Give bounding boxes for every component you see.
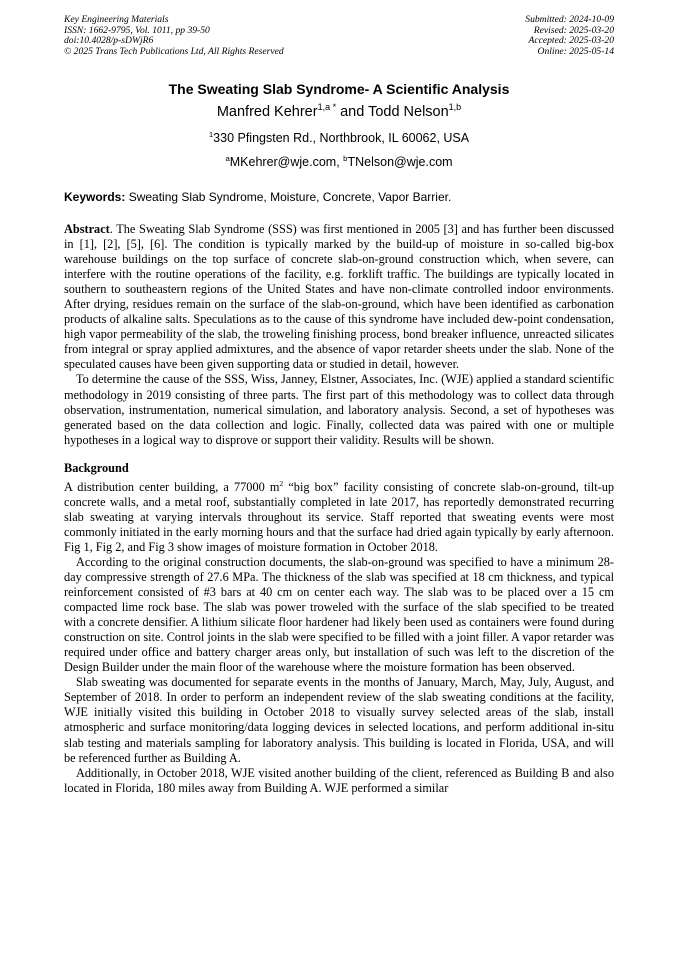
accepted-date: Accepted: 2025-03-20 bbox=[528, 35, 614, 47]
keywords-label: Keywords: bbox=[64, 190, 126, 204]
author-1-name: Manfred Kehrer bbox=[216, 104, 318, 120]
copyright-line: © 2025 Trans Tech Publications Ltd, All Rights Reserved bbox=[64, 45, 284, 57]
abstract-text-1: . The Sweating Slab Syndrome (SSS) was first mentioned in 2005 [3] and has further been discussed in [1], [2], [5], [6]. The condition is typically marked by the build-up of moisture in so-called big-box warehouse buildings on the top surface of concrete slab-on-ground construction which, when severe, can interfere with the routine operations of the facility, e.g. forklift traffic. The buildings are typically located in southern to southeastern regions of the United States and have non-climate controlled indoor environments. After drying, residues remain on the surface of the slab-on-ground, which have been identified as carbonation products of alkaline salts. Speculations as to the cause of this syndrome have included dew-point condensation, high vapor permeability of the slab, the troweling finishing process, bond breaker influence, unreacted silicates from integral or spray applied admixtures, and the absence of vapor retarder sheets under the slab. None of the speculated causes have been given supporting data or studied in detail, however. bbox=[64, 222, 614, 372]
abstract-paragraph-1 bbox=[64, 222, 614, 372]
affiliation-line bbox=[0, 131, 678, 145]
keywords bbox=[64, 190, 616, 204]
abstract-paragraph-2: To determine the cause of the SSS, Wiss, Janney, Elstner, Associates, Inc. (WJE) applied a standard scientific methodology in 2019 consisting of three parts. The first part of this methodology was to collect data through observation, instrumentation, numerical simulation, and laboratory analysis. Second, a set of hypotheses was generated based on the data collection and logic. Finally, collected data was paired with one or multiple hypotheses in a logical way to disprove or support their validity. Results will be shown. bbox=[64, 372, 614, 447]
email-a: MKehrer@wje.com, bbox=[229, 155, 344, 169]
issn-line: ISSN: 1662-9795, Vol. 1011, pp 39-50 bbox=[64, 24, 210, 36]
background-paragraph-3: Slab sweating was documented for separate events in the months of January, March, May, July, August, and September of 2018. In order to perform an independent review of the slab sweating conditions at the facility, WJE initially visited this building in October 2018 to visually survey selected areas of the slab, install atmospheric and surface monitoring/data logging devices in selected locations, and perform additional in-situ slab testing and materials sampling for laboratory analysis. This building is located in Florida, USA, and will be referenced further as Building A. bbox=[64, 675, 614, 765]
abstract-label: Abstract bbox=[64, 222, 110, 236]
keywords-text: Sweating Slab Syndrome, Moisture, Concrete, Vapor Barrier. bbox=[125, 190, 452, 204]
affiliation-address: 330 Pfingsten Rd., Northbrook, IL 60062, USA bbox=[213, 131, 470, 145]
online-date: Online: 2025-05-14 bbox=[537, 45, 614, 57]
email-line bbox=[0, 155, 678, 169]
dates-header bbox=[525, 15, 614, 57]
author-2-name: Todd Nelson bbox=[368, 104, 449, 120]
author-line bbox=[0, 104, 678, 120]
doi-line: doi:10.4028/p-sDWjR6 bbox=[64, 35, 154, 47]
email-a-superscript: a bbox=[225, 153, 230, 163]
author-conjunction: and bbox=[336, 104, 369, 120]
background-heading: Background bbox=[64, 460, 129, 475]
area-unit-superscript: 2 bbox=[279, 478, 284, 488]
background-text-1b: “big box” facility consisting of concrete slab-on-ground, tilt-up concrete walls, and a metal roof, substantially completed in late 2017, has reportedly demonstrated recurring slab sweating at varying intervals throughout its service. Staff reported that sweating events were most commonly initiated in the early morning hours and that the surface had dried again typically by early afternoon. Fig 1, Fig 2, and Fig 3 show images of moisture formation in October 2018. bbox=[64, 479, 615, 554]
background-paragraph-2: According to the original construction documents, the slab-on-ground was specified to have a minimum 28-day compressive strength of 27.6 MPa. The thickness of the slab was specified at 18 cm thickness, and typical reinforcement consisted of #3 bars at 40 cm on center each way. The slab was to be placed over a 15 cm compacted lime rock base. The slab was power troweled with the surface of the slab specified to be treated with a concrete densifier. A lithium silicate floor hardener had likely been used as containers were found during construction on site. Control joints in the slab were specified to be filled with a joint filler. A vapor retarder was required under office and battery charger areas only, but installation of such was left to the discretion of the Design Builder under the main floor of the warehouse where the moisture formation has been observed. bbox=[64, 554, 614, 675]
author-2-superscript: 1,b bbox=[448, 102, 462, 113]
background-text-1a: A distribution center building, a 77000 m bbox=[64, 479, 280, 494]
paper-body bbox=[64, 222, 614, 796]
affiliation-superscript: 1 bbox=[208, 129, 214, 139]
paper-title: The Sweating Slab Syndrome- A Scientific Analysis bbox=[168, 81, 510, 97]
background-paragraph-4: Additionally, in October 2018, WJE visited another building of the client, referenced as Building B and also located in Florida, 180 miles away from Building A. WJE performed a similar bbox=[64, 765, 614, 795]
submitted-date: Submitted: 2024-10-09 bbox=[525, 14, 614, 25]
author-1-superscript: 1,a * bbox=[317, 102, 337, 113]
background-paragraph-1 bbox=[64, 480, 614, 555]
revised-date: Revised: 2025-03-20 bbox=[533, 24, 614, 36]
journal-name: Key Engineering Materials bbox=[64, 14, 169, 25]
email-b-superscript: b bbox=[343, 153, 348, 163]
email-b: TNelson@wje.com bbox=[347, 155, 453, 169]
journal-header bbox=[64, 15, 284, 57]
